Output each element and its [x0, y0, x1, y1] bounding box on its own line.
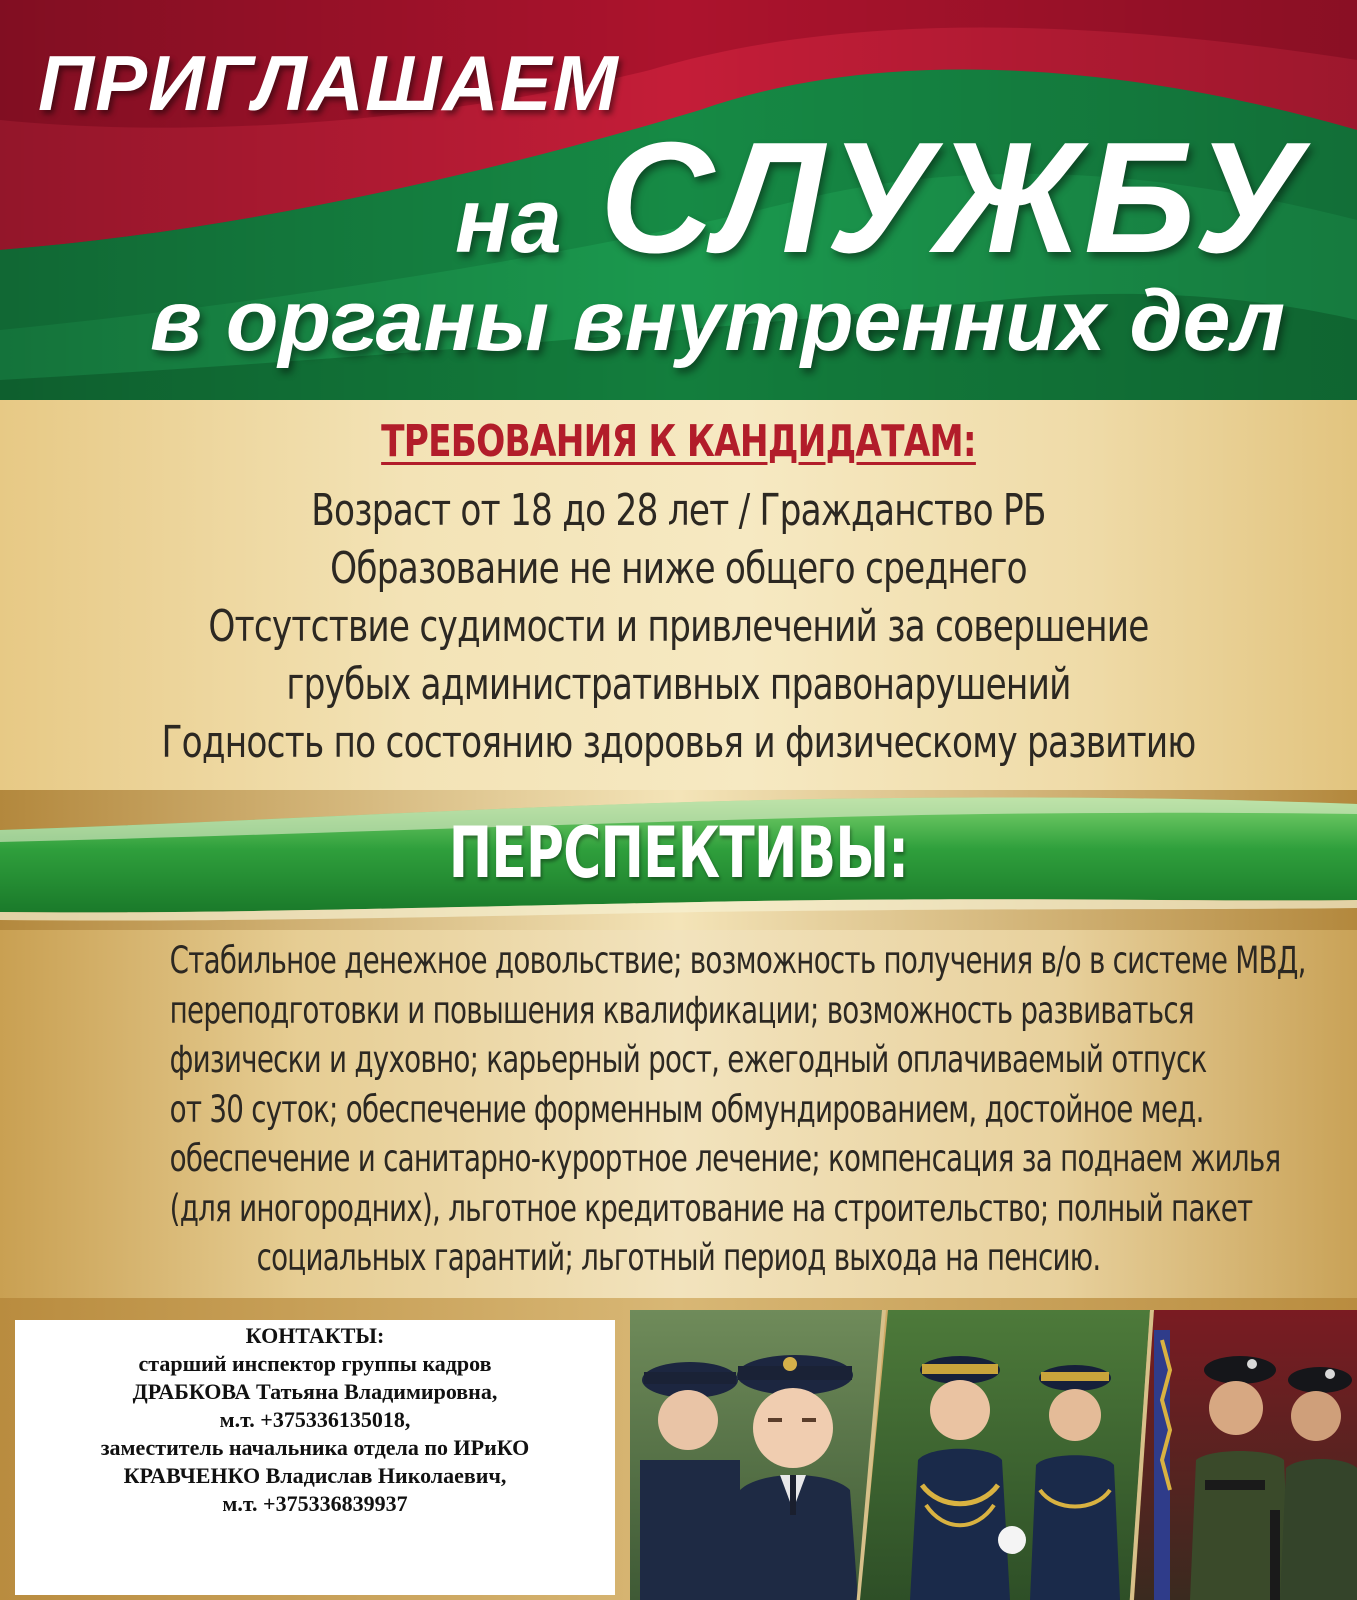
- headline-service-word: СЛУЖБУ: [599, 110, 1303, 286]
- requirement-item: Образование не ниже общего среднего: [330, 543, 1027, 594]
- requirements-title: ТРЕБОВАНИЯ К КАНДИДАТАМ:: [381, 416, 976, 467]
- perspectives-band: [0, 790, 1357, 930]
- perspectives-section: [0, 930, 1357, 1298]
- perspectives-line: переподготовки и повышения квалификации; возможность развиваться: [169, 988, 1194, 1032]
- requirement-item: Годность по состоянию здоровья и физическому развитию: [161, 717, 1196, 768]
- perspectives-line: от 30 суток; обеспечение форменным обмундированием, достойное мед.: [169, 1087, 1204, 1131]
- contact-line: м.т. +375336839937: [222, 1491, 408, 1516]
- photo-female-cadets: [630, 1310, 885, 1600]
- contacts-heading: КОНТАКТЫ:: [245, 1323, 385, 1348]
- headline-preposition: на: [455, 170, 562, 272]
- perspectives-text: [0, 936, 1357, 1283]
- photo-collage: [630, 1310, 1357, 1600]
- contact-line: КРАВЧЕНКО Владислав Николаевич,: [123, 1463, 507, 1488]
- headline-service: [455, 108, 1303, 289]
- requirement-item: грубых административных правонарушений: [286, 659, 1071, 710]
- contacts-box: [15, 1320, 615, 1595]
- contact-line: м.т. +375336135018,: [219, 1407, 411, 1432]
- perspectives-line: обеспечение и санитарно-курортное лечение; компенсация за поднаем жилья: [169, 1137, 1281, 1180]
- perspectives-line: социальных гарантий; льготный период выхода на пенсию.: [256, 1236, 1101, 1279]
- headline-invite: ПРИГЛАШАЕМ: [38, 39, 619, 127]
- photo-soldiers-berets: [1134, 1310, 1357, 1600]
- flag-header: [0, 0, 1357, 400]
- requirements-section: [0, 400, 1357, 800]
- contact-line: заместитель начальника отдела по ИРиКО: [100, 1435, 530, 1460]
- perspectives-line: физически и духовно; карьерный рост, ежегодный оплачиваемый отпуск: [169, 1038, 1207, 1081]
- photo-marching-officers: [860, 1310, 1150, 1600]
- perspectives-title: ПЕРСПЕКТИВЫ:: [448, 812, 909, 894]
- perspectives-line: (для иногородних), льготное кредитование на строительство; полный пакет: [169, 1186, 1253, 1230]
- requirements-list: [0, 482, 1357, 772]
- headline-organization: в органы внутренних дел: [150, 273, 1286, 369]
- contact-line: старший инспектор группы кадров: [138, 1351, 492, 1376]
- contact-line: ДРАБКОВА Татьяна Владимировна,: [132, 1379, 498, 1404]
- requirement-item: Возраст от 18 до 28 лет / Гражданство РБ: [311, 485, 1046, 536]
- bottom-section: [0, 1298, 1357, 1600]
- requirement-item: Отсутствие судимости и привлечений за совершение: [208, 601, 1149, 652]
- perspectives-line: Стабильное денежное довольствие; возможность получения в/о в системе МВД,: [169, 939, 1306, 982]
